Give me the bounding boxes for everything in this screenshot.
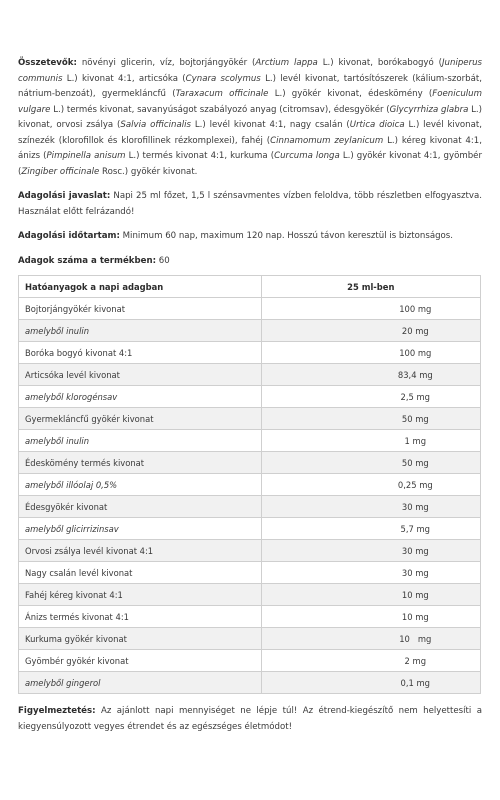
latin-name: Glycyrrhiza glabra [389, 104, 469, 115]
row-ingredient: Édeskömény termés kivonat [19, 452, 262, 474]
row-amount: 50 mg [261, 408, 480, 430]
table-row [19, 386, 481, 408]
ingredients-fragment: borókabogyó ( [372, 58, 443, 68]
row-sub-ingredient: amelyből gingerol [19, 672, 262, 694]
table-row [19, 342, 481, 364]
row-ingredient: Ánizs termés kivonat 4:1 [19, 606, 262, 628]
latin-name: Salvia officinalis [120, 120, 192, 130]
row-ingredient: Bojtorjángyökér kivonat [19, 298, 262, 320]
row-sub-ingredient: amelyből illóolaj 0,5% [19, 474, 262, 496]
ingredients-label: Összetevők: [18, 58, 77, 68]
row-ingredient: Gyömbér gyökér kivonat [19, 650, 262, 672]
row-amount: 10 mg [261, 584, 480, 606]
row-amount: 1 mg [261, 430, 480, 452]
latin-name: Cinnamomum zeylanicum [270, 135, 384, 146]
row-amount: 2,5 mg [261, 386, 480, 408]
latin-name: Taraxacum officinale [175, 89, 269, 99]
warning-label: Figyelmeztetés: [18, 706, 96, 716]
ingredients-text [18, 58, 482, 177]
ingredients-fragment: növényi glicerin, víz, bojtorjángyökér ( [76, 58, 256, 68]
duration-paragraph [18, 229, 482, 245]
row-ingredient: Kurkuma gyökér kivonat [19, 628, 262, 650]
row-amount: 0,25 mg [261, 474, 480, 496]
duration-text: Minimum 60 nap, maximum 120 nap. Hosszú távon keresztül is biztonságos. [119, 231, 454, 241]
servings-paragraph [18, 254, 482, 270]
row-ingredient: Boróka bogyó kivonat 4:1 [19, 342, 262, 364]
ingredients-fragment: L.) kivonat 4:1, articsóka ( [62, 73, 186, 84]
servings-label: Adagok száma a termékben: [18, 255, 157, 266]
ingredients-fragment: L.) termés kivonat 4:1, kurkuma ( [125, 151, 275, 161]
table-row [19, 628, 481, 650]
table-row [19, 496, 481, 518]
table-body [19, 298, 481, 694]
row-amount: 50 mg [261, 452, 480, 474]
warning-paragraph [18, 704, 482, 735]
table-row [19, 606, 481, 628]
row-ingredient: Gyermekláncfű gyökér kivonat [19, 408, 262, 430]
nutrition-table [18, 275, 481, 694]
latin-name: Foeniculum vulgare [18, 89, 482, 115]
row-amount: 10 mg [261, 628, 480, 650]
latin-name: Urtica dioica [349, 120, 405, 130]
table-row [19, 364, 481, 386]
servings-text: 60 [156, 255, 170, 266]
ingredients-fragment: L.) termés kivonat, savanyúságot szabályozó anyag (citromsav), édesgyökér ( [50, 104, 390, 115]
row-amount: 5,7 mg [261, 518, 480, 540]
row-amount: 20 mg [261, 320, 480, 342]
dosage-label: Adagolási javaslat: [18, 191, 111, 201]
row-ingredient: Articsóka levél kivonat [19, 364, 262, 386]
dosage-paragraph [18, 189, 482, 220]
row-amount: 30 mg [261, 540, 480, 562]
dosage-text: Napi 25 ml főzet, 1,5 l szénsavmentes vízben feloldva, több részletben elfogyasztva. Használat előtt felrázandó! [18, 191, 482, 217]
latin-name: Zingiber officinale [21, 166, 100, 177]
ingredients-fragment: L.) kivonat, orvosi zsálya ( [18, 104, 483, 130]
latin-name: Pimpinella anisum [46, 151, 126, 161]
duration-label: Adagolási időtartam: [18, 231, 120, 241]
ingredients-paragraph [18, 56, 482, 180]
row-sub-ingredient: amelyből glicirrizinsav [19, 518, 262, 540]
row-amount: 83,4 mg [261, 364, 480, 386]
table-row [19, 320, 481, 342]
latin-name: Arctium lappa [255, 58, 318, 68]
latin-name: Curcuma longa [274, 151, 340, 161]
table-row [19, 408, 481, 430]
row-amount: 30 mg [261, 562, 480, 584]
table-row [19, 298, 481, 320]
table-row [19, 452, 481, 474]
row-ingredient: Orvosi zsálya levél kivonat 4:1 [19, 540, 262, 562]
ingredients-fragment: ( [165, 89, 176, 99]
header-ingredients: Hatóanyagok a napi adagban [19, 276, 262, 298]
table-row [19, 562, 481, 584]
latin-name: Cynara scolymus [185, 73, 261, 84]
warning-text: Az ajánlott napi mennyiséget ne lépje túl! Az étrend-kiegészítő nem helyettesíti a kiegyensúlyozott vegyes étrendet és az egészséges életmódot! [18, 706, 482, 732]
ingredients-fragment: L.) kéreg kivonat 4:1, ánizs ( [18, 135, 482, 161]
table-row [19, 584, 481, 606]
row-ingredient: Édesgyökér kivonat [19, 496, 262, 518]
table-row [19, 518, 481, 540]
ingredients-fragment: L.) gyökér kivonat 4:1, gyömbér ( [18, 151, 482, 177]
ingredients-fragment: L.) levél kivonat, tartósítószerek (kálium-szorbát, nátrium-benzoát), gyermekláncfű [18, 73, 482, 99]
table-row [19, 672, 481, 694]
latin-name: Juniperus communis [18, 58, 483, 84]
table-row [19, 474, 481, 496]
row-sub-ingredient: amelyből klorogénsav [19, 386, 262, 408]
row-amount: 100 mg [261, 298, 480, 320]
product-info [18, 0, 482, 735]
table-row [19, 540, 481, 562]
row-amount: 0,1 mg [261, 672, 480, 694]
ingredients-fragment: L.) kivonat, [317, 58, 373, 68]
row-amount: 30 mg [261, 496, 480, 518]
row-amount: 10 mg [261, 606, 480, 628]
table-row [19, 650, 481, 672]
row-sub-ingredient: amelyből inulin [19, 430, 262, 452]
ingredients-fragment: L.) gyökér kivonat, édeskömény ( [268, 89, 433, 99]
row-ingredient: Nagy csalán levél kivonat [19, 562, 262, 584]
row-amount: 100 mg [261, 342, 480, 364]
row-sub-ingredient: amelyből inulin [19, 320, 262, 342]
table-header-row [19, 276, 481, 298]
table-row [19, 430, 481, 452]
ingredients-fragment: L.) levél kivonat 4:1, nagy csalán ( [191, 120, 350, 130]
ingredients-fragment: L.) levél kivonat, színezék (klorofillok és klorofillinek rézkomplexei), fahéj ( [18, 120, 482, 146]
ingredients-fragment: Rosc.) gyökér kivonat. [99, 166, 198, 177]
row-amount: 2 mg [261, 650, 480, 672]
row-ingredient: Fahéj kéreg kivonat 4:1 [19, 584, 262, 606]
header-amount: 25 ml-ben [261, 276, 480, 298]
